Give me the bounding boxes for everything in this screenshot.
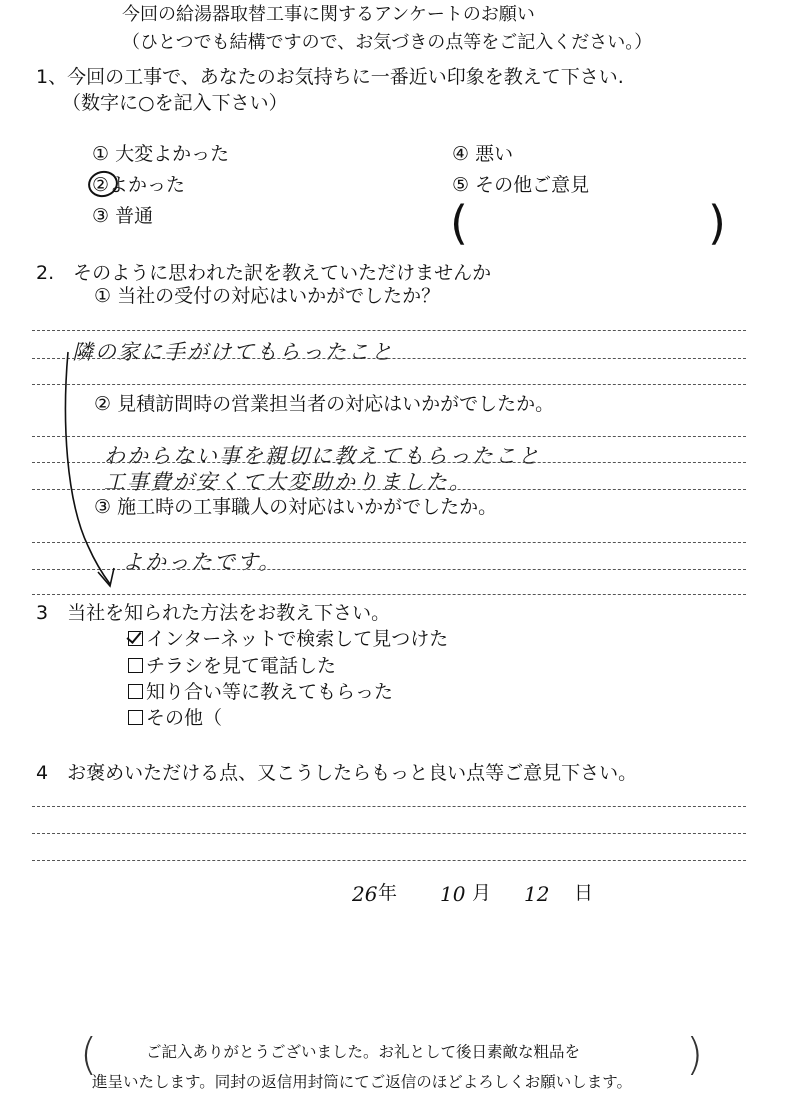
answer-line — [32, 489, 746, 490]
survey-subtitle: （ひとつでも結構ですので、お気づきの点等をご記入ください。） — [122, 32, 653, 53]
q2-answer1[interactable]: 隣の家に手がけてもらったこと — [72, 340, 394, 364]
q1-option-2[interactable]: ②よかった — [92, 174, 186, 196]
date-year-unit: 年 — [378, 882, 398, 904]
footer-bracket-left: ( — [80, 1029, 98, 1080]
answer-line — [32, 330, 746, 331]
q1-note: （数字に○を記入下さい） — [62, 92, 288, 114]
q3-question: 3 当社を知られた方法をお教え下さい。 — [36, 602, 391, 624]
checkbox-icon[interactable] — [128, 658, 143, 673]
answer-line — [32, 436, 746, 437]
date-month-unit: 月 — [472, 882, 492, 904]
q2-sub1: ① 当社の受付の対応はいかがでしたか？ — [94, 285, 441, 307]
q2-sub3: ③ 施工時の工事職人の対応はいかがでしたか。 — [94, 496, 498, 518]
answer-line — [32, 542, 746, 543]
date-year[interactable]: 26 — [352, 882, 378, 906]
footer-line-2: 進呈いたします。同封の返信用封筒にてご返信のほどよろしくお願いします。 — [92, 1073, 633, 1091]
q3-option-flyer[interactable]: チラシを見て電話した — [128, 655, 336, 677]
q2-question: 2. そのように思われた訳を教えていただけませんか — [36, 262, 492, 284]
q2-answer2b[interactable]: 工事費が安くて大変助かりました。 — [104, 470, 472, 494]
q1-option-5[interactable]: ⑤ その他ご意見 — [452, 174, 590, 196]
answer-line — [32, 594, 746, 595]
answer-line — [32, 860, 746, 861]
answer-line — [32, 384, 746, 385]
answer-line — [32, 462, 746, 463]
q1-other-paren-open: ( — [450, 196, 468, 250]
survey-title: 今回の給湯器取替工事に関するアンケートのお願い — [122, 4, 535, 25]
date-day-unit: 日 — [574, 882, 594, 904]
q3-option-internet[interactable]: インターネットで検索して見つけた — [128, 628, 448, 650]
q2-answer2a[interactable]: わからない事を親切に教えてもらったこと — [104, 444, 541, 468]
checkbox-icon[interactable] — [128, 710, 143, 725]
answer-line — [32, 833, 746, 834]
footer-bracket-right: ) — [686, 1029, 704, 1080]
q3-option-acquaintance[interactable]: 知り合い等に教えてもらった — [128, 681, 393, 703]
q2-sub2: ② 見積訪問時の営業担当者の対応はいかがでしたか。 — [94, 393, 555, 415]
answer-line — [32, 806, 746, 807]
q1-question: 1、今回の工事で、あなたのお気持ちに一番近い印象を教えて下さい. — [36, 66, 624, 88]
q4-question: 4 お褒めいただける点、又こうしたらもっと良い点等ご意見下さい。 — [36, 762, 638, 784]
footer-line-1: ご記入ありがとうございました。お礼として後日素敵な粗品を — [146, 1043, 581, 1061]
q1-other-paren-close: ) — [708, 196, 726, 250]
answer-line — [32, 358, 746, 359]
checkbox-checked-icon[interactable] — [128, 631, 143, 646]
q1-option-4[interactable]: ④ 悪い — [452, 143, 514, 165]
handwritten-arrow-icon — [60, 340, 130, 600]
date-month[interactable]: 10 — [440, 882, 466, 906]
answer-line — [32, 569, 746, 570]
date-day[interactable]: 12 — [524, 882, 550, 906]
q3-option-other[interactable]: その他（ — [128, 707, 222, 729]
q1-option-1[interactable]: ① 大変よかった — [92, 143, 230, 165]
q1-option-3[interactable]: ③ 普通 — [92, 205, 154, 227]
q2-answer3[interactable]: よかったです。 — [122, 550, 282, 574]
checkbox-icon[interactable] — [128, 684, 143, 699]
